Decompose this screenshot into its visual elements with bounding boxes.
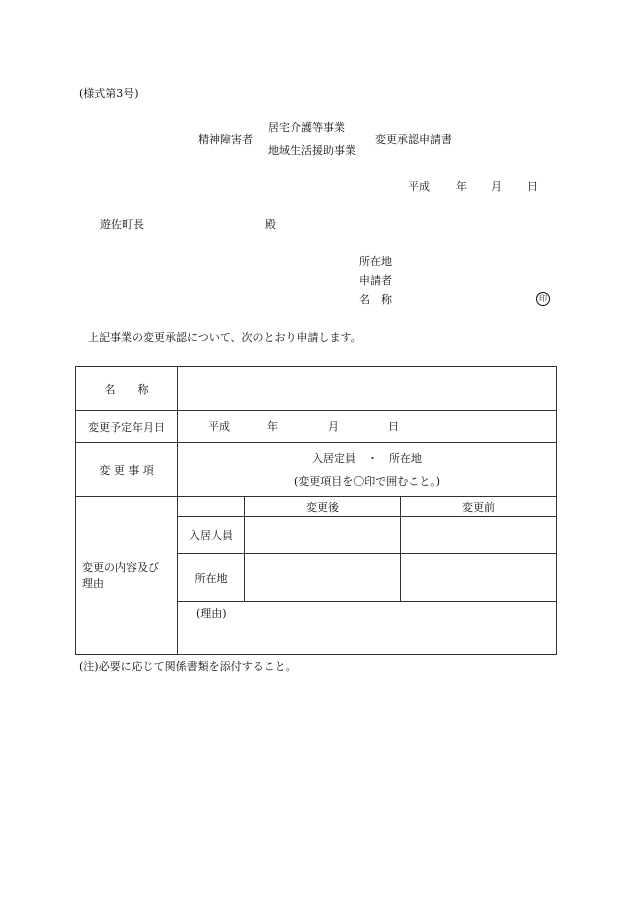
row-label-occupancy: 入居人員	[178, 517, 245, 554]
scheduled-year: 年	[267, 420, 278, 433]
name-value-cell[interactable]	[178, 367, 557, 411]
applicant-address-label: 所在地	[359, 255, 392, 268]
row-location-after[interactable]	[245, 554, 401, 602]
change-items-note: (変更項目を〇印で囲むこと。)	[293, 475, 441, 488]
before-header: 変更前	[401, 497, 557, 517]
row-label-location: 所在地	[178, 554, 245, 602]
change-items-label: 変 更 事 項	[99, 463, 154, 477]
scheduled-month: 月	[328, 420, 339, 433]
seal-mark: 印	[536, 292, 550, 306]
row-location-before[interactable]	[401, 554, 557, 602]
change-items-value-cell[interactable]	[178, 443, 557, 497]
date-era: 平成	[408, 180, 430, 193]
reason-cell[interactable]	[178, 602, 557, 655]
content-reason-label-1: 変更の内容及び	[82, 561, 159, 575]
scheduled-date-value-cell[interactable]	[178, 411, 557, 443]
scheduled-era: 平成	[208, 420, 230, 433]
scheduled-day: 日	[388, 420, 399, 433]
change-items-label-cell	[76, 443, 178, 497]
content-reason-label-2: 理由	[82, 576, 104, 590]
footnote: (注)必要に応じて関係書類を添付すること。	[79, 660, 297, 673]
header-blank-cell	[178, 497, 245, 517]
reason-label: (理由)	[196, 607, 227, 620]
date-day: 日	[527, 180, 538, 193]
form-number: (様式第3号)	[79, 87, 139, 100]
row-occupancy-before[interactable]	[401, 517, 557, 554]
addressee-name: 遊佐町長	[100, 218, 144, 231]
name-label-cell	[76, 367, 178, 411]
title-prefix: 精神障害者	[198, 133, 253, 146]
date-year: 年	[456, 180, 467, 193]
title-business-1: 居宅介護等事業	[268, 121, 345, 134]
row-occupancy-after[interactable]	[245, 517, 401, 554]
title-suffix: 変更承認申請書	[375, 133, 452, 146]
date-month: 月	[491, 180, 502, 193]
intro-text: 上記事業の変更承認について、次のとおり申請します。	[88, 331, 362, 344]
application-table	[75, 366, 557, 655]
change-items-options: 入居定員 ・ 所在地	[312, 452, 422, 465]
name-label: 名 称	[104, 382, 149, 396]
content-reason-label-cell	[76, 497, 178, 655]
scheduled-date-label-cell	[76, 411, 178, 443]
applicant-name-label: 名 称	[359, 293, 392, 306]
applicant-label: 申請者	[359, 274, 392, 287]
scheduled-date-label: 変更予定年月日	[88, 420, 165, 434]
after-header: 変更後	[245, 497, 401, 517]
title-business-2: 地域生活援助事業	[268, 144, 356, 157]
addressee-honorific: 殿	[265, 218, 276, 231]
